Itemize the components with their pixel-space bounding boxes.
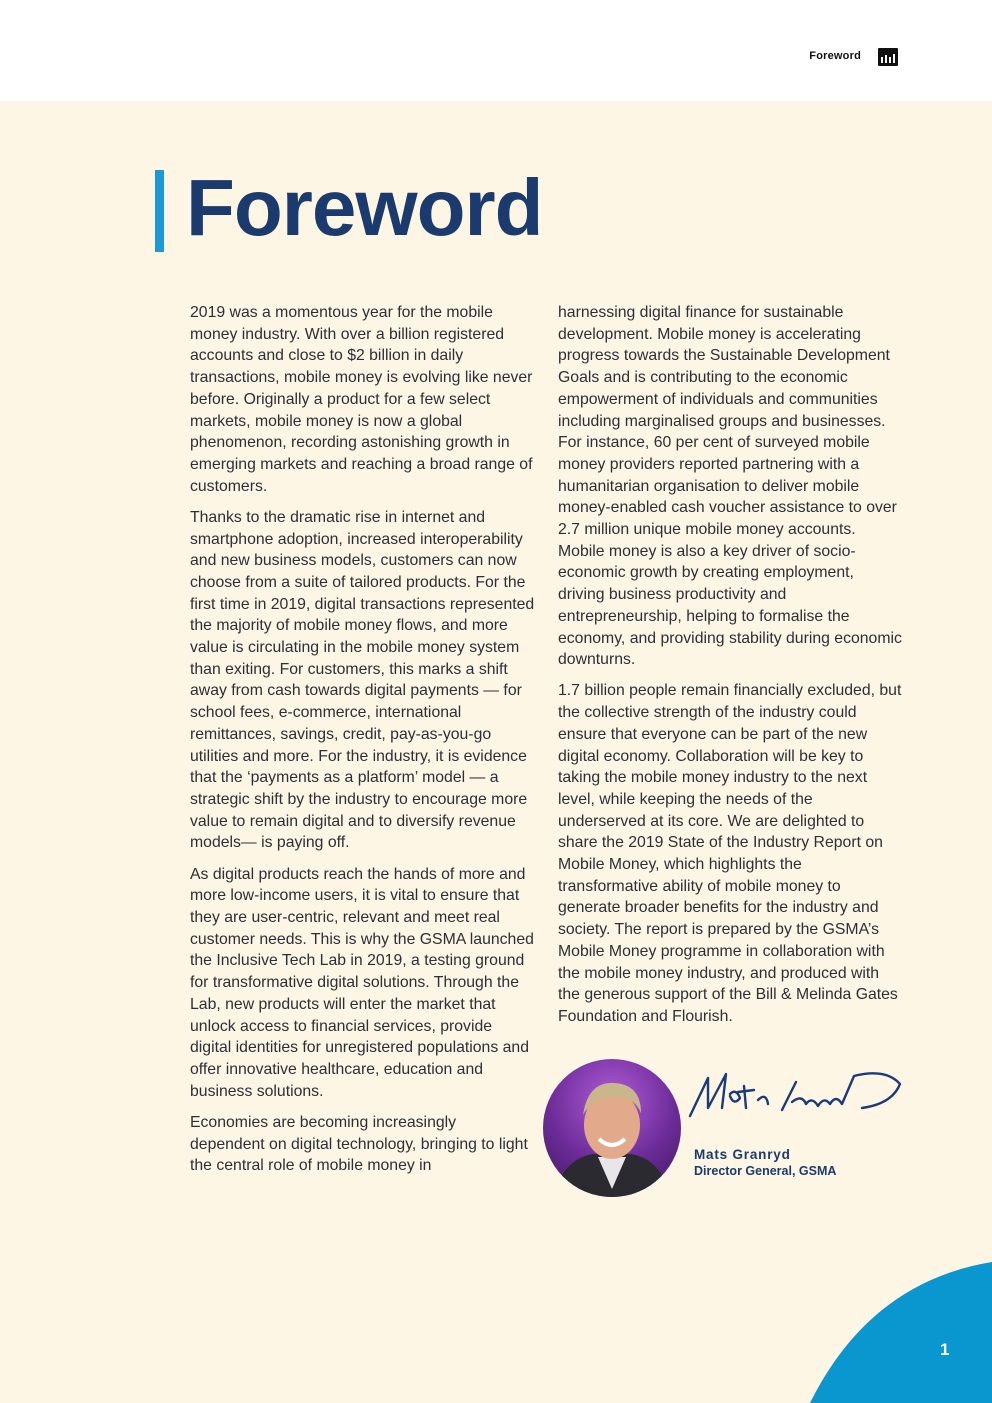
paragraph: As digital products reach the hands of more and more low-income users, it is vital to ensure that they are user-centric, relevant and meet real customer needs. This is why the GSMA launched the Inclusive Tech Lab in 2019, a testing ground for transformative digital solutions. Through the Lab, new products will enter the market that unlock access to financial services, provide digital identities for unregistered populations and offer innovative healthcare, education and business solutions. (190, 865, 534, 1100)
signatory-name: Mats Granryd (694, 1147, 791, 1162)
signatory-role: Director General, GSMA (694, 1164, 837, 1178)
title-accent-bar (155, 170, 164, 252)
building-icon (878, 48, 898, 66)
signature-graphic (686, 1064, 906, 1124)
page-number: 1 (940, 1340, 950, 1359)
text-column-left (190, 302, 535, 1186)
portrait-photo (543, 1059, 681, 1197)
running-head: Foreword (809, 50, 861, 62)
text-column-right (558, 302, 903, 1037)
paragraph: Thanks to the dramatic rise in internet and smartphone adoption, increased interoperability and new business models, customers can now choose from a suite of tailored products. For the first time in 2019, digital transactions represented the majority of mobile money flows, and more value is circulating in the mobile money system than exiting. For customers, this marks a shift away from cash towards digital payments — for school fees, e-commerce, international remittances, savings, credit, pay-as-you-go utilities and more. For the industry, it is evidence that the ‘payments as a platform’ model — a strategic shift by the industry to encourage more value to remain digital and to diversify revenue models— is paying off. (190, 508, 535, 852)
paragraph-split-start: Economies are becoming increasingly dependent on digital technology, bringing to light the central role of mobile money in (190, 1113, 528, 1175)
paragraph: 2019 was a momentous year for the mobile money industry. With over a billion registered accounts and close to $2 billion in daily transactions, mobile money is evolving like never before. Originally a product for a few select markets, mobile money is now a global phenomenon, recording astonishing growth in emerging markets and reaching a broad range of customers. (190, 304, 533, 495)
paragraph: 1.7 billion people remain financially excluded, but the collective strength of the industry could ensure that everyone can be part of the new digital economy. Collaboration will be key to taking the mobile money industry to the next level, while keeping the needs of the underserved at its core. We are delighted to share the 2019 State of the Industry Report on Mobile Money, which highlights the transformative ability of mobile money to generate broader benefits for the industry and society. The report is prepared by the GSMA’s Mobile Money programme in collaboration with the mobile money industry, and produced with the generous support of the Bill & Melinda Gates Foundation and Flourish. (558, 682, 902, 1025)
paragraph-split-end: harnessing digital finance for sustainable development. Mobile money is accelerating progress towards the Sustainable Development Goals and is contributing to the economic empowerment of individuals and communities including marginalised groups and businesses. For instance, 60 per cent of surveyed mobile money providers reported partnering with a humanitarian organisation to deliver mobile money-enabled cash voucher assistance to over 2.7 million unique mobile money accounts. Mobile money is also a key driver of socio-economic growth by creating employment, driving business productivity and entrepreneurship, helping to formalise the economy, and providing stability during economic downturns. (558, 304, 902, 669)
corner-decoration (810, 1262, 992, 1403)
page-title: Foreword (186, 163, 543, 252)
page-header (0, 0, 992, 101)
